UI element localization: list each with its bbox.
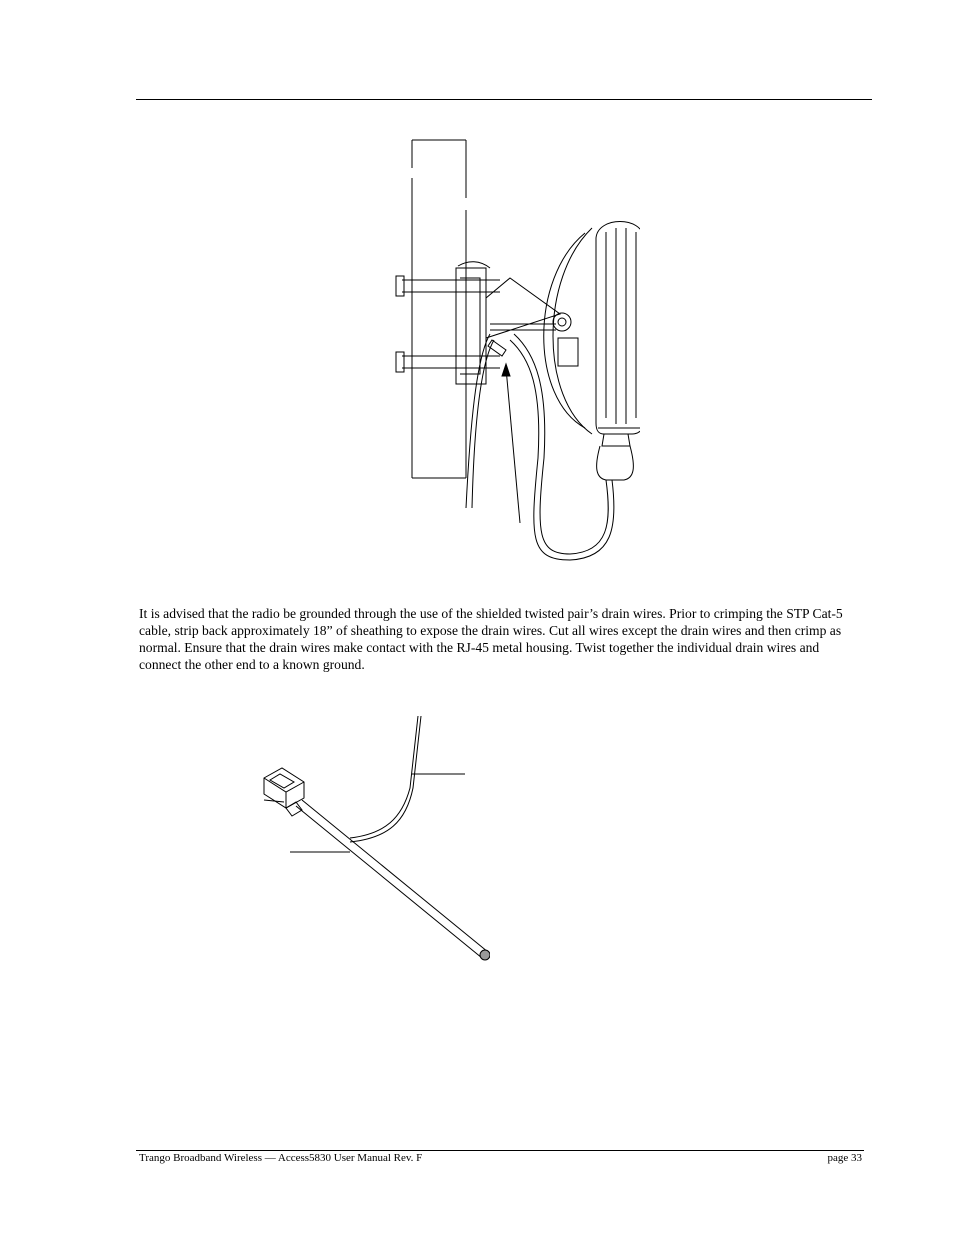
- grounding-paragraph: It is advised that the radio be grounded through the use of the shielded twisted pair’s drain wires. Prior to crimping the STP Cat-5 cable, strip back approximately 18” of sheathing to expose the drain wires. Cut all wires except the drain wires and then crimp as normal. Ensure that the drain wires make contact with the RJ-45 metal housing. Twist together the individual drain wires and connect the other end to a known ground.: [139, 606, 843, 672]
- rj45-drain-wire-figure: [250, 710, 490, 980]
- footer-page-number: page 33: [827, 1152, 862, 1164]
- pole-mount-figure: [380, 128, 640, 568]
- footer-document-title: Trango Broadband Wireless — Access5830 User Manual Rev. F: [139, 1152, 423, 1164]
- footer-rule: [136, 1150, 864, 1151]
- header-rule: [136, 99, 872, 100]
